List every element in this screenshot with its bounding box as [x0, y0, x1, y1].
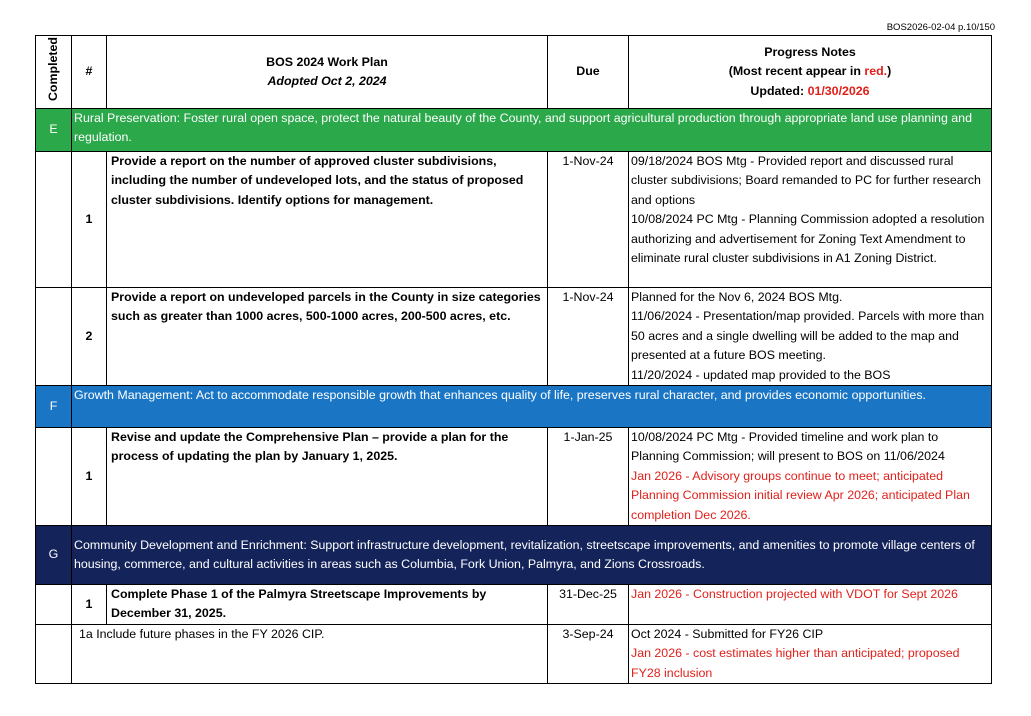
completed-cell [36, 428, 72, 526]
progress-notes [629, 288, 992, 386]
table-header-row [36, 36, 992, 109]
work-plan-table [35, 35, 992, 684]
updated-line: Updated: 01/30/2026 [750, 83, 870, 98]
progress-notes-title: Progress Notes [764, 44, 856, 59]
section-title-g: Community Development and Enrichment: Support infrastructure development, revitalization, streetscape improvements, and amenities to promote village centers of housing, commerce, and cultural activities in areas such as Columbia, Fork Union, Palmyra, and Zions Crossroads. [72, 526, 992, 585]
page-reference: BOS2026-02-04 p.10/150 [886, 22, 995, 33]
number-column-header: # [72, 36, 107, 109]
table-row-g1 [36, 585, 992, 625]
note-line: 10/08/2024 PC Mtg - Planning Commission adopted a resolution authorizing and advertisement for Zoning Text Amendment to eliminate rural cluster subdivisions in A1 Zoning District. [631, 212, 985, 266]
note-line-recent: Jan 2026 - Advisory groups continue to meet; anticipated Planning Commission initial review Apr 2026; anticipated Plan completion Dec 2026. [631, 468, 970, 522]
completed-cell [36, 585, 72, 625]
item-description: Complete Phase 1 of the Palmyra Streetscape Improvements by December 31, 2025. [107, 585, 548, 625]
table-row-g1a [36, 625, 992, 684]
item-number: 1 [72, 428, 107, 526]
work-plan-column-header [107, 36, 548, 109]
table-row-e1 [36, 152, 992, 288]
due-column-header: Due [548, 36, 629, 109]
note-line: Oct 2024 - Submitted for FY26 CIP [631, 627, 824, 642]
note-line-recent: Jan 2026 - cost estimates higher than anticipated; proposed FY28 inclusion [631, 646, 960, 680]
work-plan-subtitle: Adopted Oct 2, 2024 [267, 74, 387, 88]
item-number: 1 [72, 585, 107, 625]
section-title-e: Rural Preservation: Foster rural open space, protect the natural beauty of the County, and support agricultural production through appropriate land use planning and regulation. [72, 109, 992, 152]
completed-cell [36, 152, 72, 288]
note-line: 11/06/2024 - Presentation/map provided. Parcels with more than 50 acres and a single dwelling will be added to the map and presented at a future BOS meeting. [631, 309, 985, 363]
progress-notes-column-header [629, 36, 992, 109]
sub-item-description: 1a Include future phases in the FY 2026 CIP. [72, 625, 548, 684]
progress-notes [629, 428, 992, 526]
due-date: 1-Jan-25 [548, 428, 629, 526]
progress-notes [629, 152, 992, 288]
due-date: 1-Nov-24 [548, 288, 629, 386]
note-line: 10/08/2024 PC Mtg - Provided timeline and work plan to Planning Commission; will present to BOS on 11/06/2024 [631, 430, 945, 464]
section-row-e [36, 109, 992, 152]
progress-notes [629, 585, 992, 625]
section-letter-f: F [36, 386, 72, 428]
note-line: Planned for the Nov 6, 2024 BOS Mtg. [631, 290, 843, 304]
item-description: Revise and update the Comprehensive Plan – provide a plan for the process of updating the plan by January 1, 2025. [107, 428, 548, 526]
note-line-recent: Jan 2026 - Construction projected with VDOT for Sept 2026 [631, 587, 958, 602]
item-number: 1 [72, 152, 107, 288]
due-date: 3-Sep-24 [548, 625, 629, 684]
note-line: 11/20/2024 - updated map provided to the BOS [631, 367, 891, 382]
completed-cell [36, 288, 72, 386]
due-date: 31-Dec-25 [548, 585, 629, 625]
work-plan-title: BOS 2024 Work Plan [266, 54, 388, 69]
section-letter-g: G [36, 526, 72, 585]
progress-notes-legend: (Most recent appear in red.) [728, 64, 892, 79]
item-description: Provide a report on undeveloped parcels in the County in size categories such as greater than 1000 acres, 500-1000 acres, 200-500 acres, etc. [107, 288, 548, 386]
completed-cell [36, 625, 72, 684]
updated-date: 01/30/2026 [807, 83, 870, 98]
section-row-f [36, 386, 992, 428]
note-line: 09/18/2024 BOS Mtg - Provided report and discussed rural cluster subdivisions; Board remanded to PC for further research and options [631, 154, 981, 207]
section-letter-e: E [36, 109, 72, 152]
section-title-f: Growth Management: Act to accommodate responsible growth that enhances quality of life, preserves rural character, and provides economic opportunities. [72, 386, 992, 428]
completed-column-header: Completed [36, 36, 72, 109]
item-description: Provide a report on the number of approved cluster subdivisions, including the number of undeveloped lots, and the status of proposed cluster subdivisions. Identify options for management. [107, 152, 548, 288]
section-row-g [36, 526, 992, 585]
item-number: 2 [72, 288, 107, 386]
progress-notes [629, 625, 992, 684]
due-date: 1-Nov-24 [548, 152, 629, 288]
table-row-e2 [36, 288, 992, 386]
table-row-f1 [36, 428, 992, 526]
